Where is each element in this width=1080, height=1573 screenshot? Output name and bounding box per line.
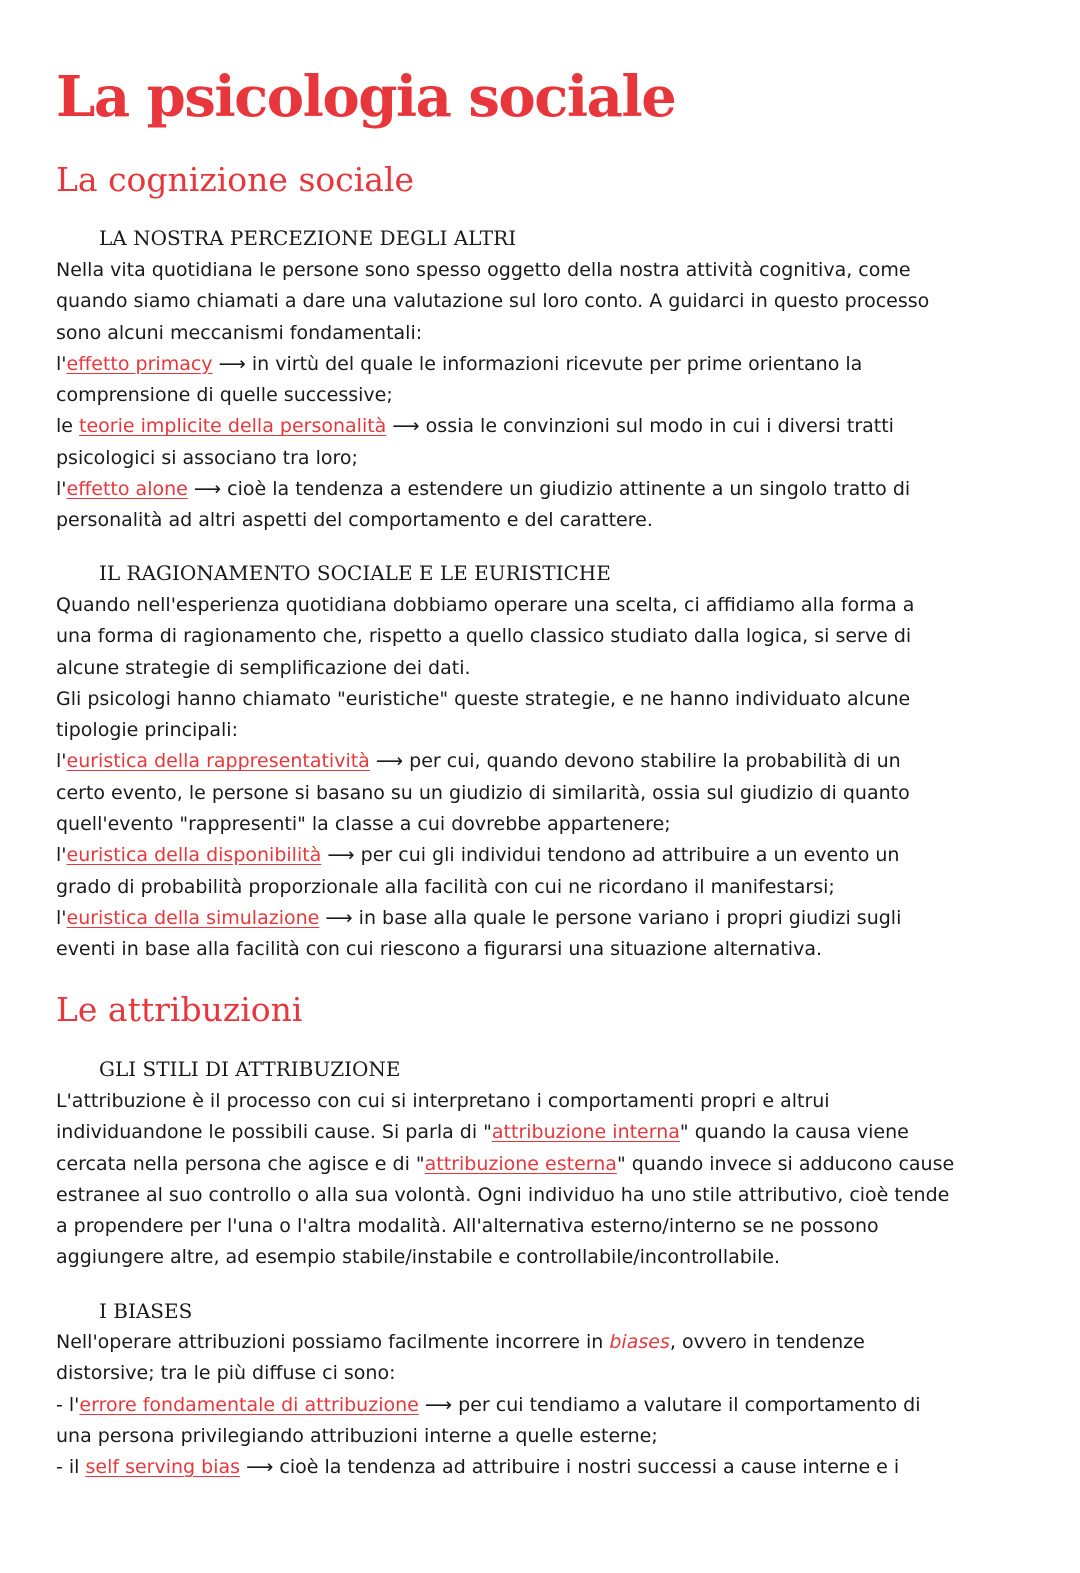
subheading-ragionamento: IL RAGIONAMENTO SOCIALE E LE EURISTICHE [99,561,611,585]
text-line: aggiungere altre, ad esempio stabile/instabile e controllabile/incontrollabile. [56,1246,781,1269]
text-line [56,411,1024,442]
text-fragment: l' [56,844,67,867]
text-line [56,1327,1024,1358]
arrow-icon: ⟶ [327,844,355,867]
text-line: una persona privilegiando attribuzioni interne a quelle esterne; [56,1424,658,1447]
term-attribuzione-esterna: attribuzione esterna [424,1152,617,1175]
paragraph-euristiche [56,590,1024,966]
arrow-icon: ⟶ [193,478,222,501]
text-fragment: in base alla quale le persone variano i propri giudizi sugli [352,906,902,929]
term-teorie-implicite: teorie implicite della personalità [79,415,387,438]
text-line: grado di probabilità proporzionale alla facilità con cui ne ricordano il manifestarsi; [56,875,835,898]
arrow-icon: ⟶ [325,906,353,929]
text-line: a propendere per l'una o l'altra modalità. All'alternativa esterno/interno se ne possono [56,1215,879,1238]
text-fragment: l' [56,352,67,375]
term-errore-fondamentale: errore fondamentale di attribuzione [79,1393,419,1416]
text-line: distorsive; tra le più diffuse ci sono: [56,1362,396,1385]
arrow-icon: ⟶ [392,415,420,438]
text-line [56,1390,1024,1421]
arrow-icon: ⟶ [218,352,246,375]
text-fragment: l' [56,750,67,773]
subheading-stili: GLI STILI DI ATTRIBUZIONE [99,1057,401,1081]
text-fragment: cioè la tendenza ad attribuire i nostri successi a cause interne e i [273,1456,900,1479]
text-line: psicologici si associano tra loro; [56,446,358,469]
arrow-icon: ⟶ [424,1393,453,1416]
text-fragment: " quando la causa viene [679,1121,909,1144]
text-line: estranee al suo controllo o alla sua volontà. Ogni individuo ha uno stile attributivo, cioè tende [56,1183,950,1206]
subheading-percezione: LA NOSTRA PERCEZIONE DEGLI ALTRI [99,226,517,250]
subheading-biases: I BIASES [99,1299,193,1323]
paragraph-percezione [56,255,1024,537]
text-line [56,474,1024,505]
text-line: Nella vita quotidiana le persone sono spesso oggetto della nostra attività cognitiva, come [56,259,911,281]
text-line: L'attribuzione è il processo con cui si interpretano i comportamenti propri e altrui [56,1090,830,1112]
text-line: sono alcuni meccanismi fondamentali: [56,321,423,344]
text-line: quell'evento "rappresenti" la classe a cui dovrebbe appartenere; [56,813,671,836]
arrow-icon: ⟶ [375,750,404,773]
text-line: Gli psicologi hanno chiamato "euristiche" queste strategie, e ne hanno individuato alcune [56,687,911,710]
text-line [56,1117,1024,1148]
arrow-icon: ⟶ [246,1456,274,1479]
text-line [56,1149,1024,1180]
text-line [56,903,1024,934]
text-line: comprensione di quelle successive; [56,384,393,407]
text-line: certo evento, le persone si basano su un giudizio di similarità, ossia sul giudizio di quanto [56,781,910,804]
text-fragment: - l' [56,1393,80,1416]
text-line: tipologie principali: [56,719,238,742]
text-line: personalità ad altri aspetti del comportamento e del carattere. [56,509,653,532]
text-fragment: per cui, quando devono stabilire la probabilità di un [403,750,901,773]
text-line: una forma di ragionamento che, rispetto a quello classico studiato dalla logica, si serve di [56,625,912,648]
text-line: Quando nell'esperienza quotidiana dobbiamo operare una scelta, ci affidiamo alla forma a [56,594,915,616]
text-fragment: per cui tendiamo a valutare il comportamento di [452,1393,921,1416]
section-heading-attribuzioni: Le attribuzioni [56,990,303,1029]
text-fragment: individuandone le possibili cause. Si parla di " [56,1121,492,1144]
text-fragment: l' [56,478,67,501]
text-fragment: cioè la tendenza a estendere un giudizio attinente a un singolo tratto di [221,478,911,501]
paragraph-stili [56,1086,1024,1274]
term-attribuzione-interna: attribuzione interna [491,1121,680,1144]
text-line: eventi in base alla facilità con cui riescono a figurarsi una situazione alternativa. [56,938,823,961]
text-line [56,840,1024,871]
text-fragment: ossia le convinzioni sul modo in cui i diversi tratti [419,415,894,438]
text-fragment: le [56,415,80,438]
text-fragment: per cui gli individui tendono ad attribuire a un evento un [354,844,900,867]
term-euristica-rappresentativita: euristica della rappresentatività [66,750,370,773]
term-euristica-disponibilita: euristica della disponibilità [66,844,322,867]
text-line [56,746,1024,777]
text-fragment: Nell'operare attribuzioni possiamo facilmente incorrere in [56,1331,610,1353]
section-heading-cognizione: La cognizione sociale [56,160,415,199]
term-effetto-alone: effetto alone [66,478,188,501]
text-fragment: l' [56,906,67,929]
term-self-serving-bias: self serving bias [85,1456,241,1479]
term-effetto-primacy: effetto primacy [66,352,213,375]
text-line: quando siamo chiamati a dare una valutazione sul loro conto. A guidarci in questo processo [56,290,930,313]
text-fragment: " quando invece si adducono cause [616,1152,955,1175]
text-line [56,349,1024,380]
term-biases: biases [609,1331,670,1353]
text-line [56,1452,1024,1483]
text-line: alcune strategie di semplificazione dei dati. [56,656,471,679]
text-fragment: - il [56,1456,86,1479]
text-fragment: cercata nella persona che agisce e di " [56,1152,425,1175]
term-euristica-simulazione: euristica della simulazione [66,906,320,929]
text-fragment: , ovvero in tendenze [669,1331,865,1353]
paragraph-biases [56,1327,1024,1483]
page-title: La psicologia sociale [56,64,676,130]
text-fragment: in virtù del quale le informazioni ricevute per prime orientano la [245,352,863,375]
